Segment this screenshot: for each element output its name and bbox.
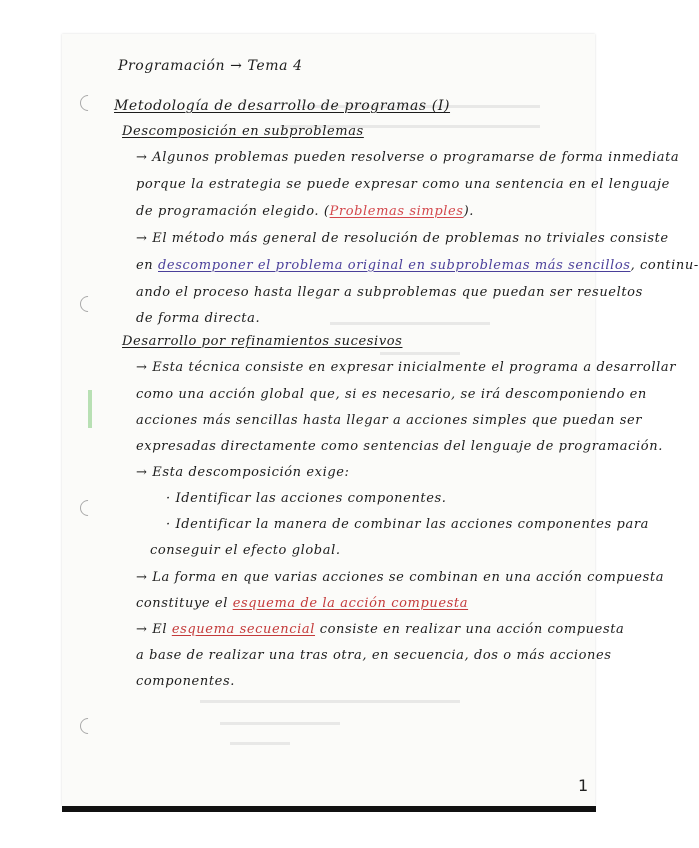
text-line: → Algunos problemas pueden resolverse o programarse de forma inmediata (136, 150, 680, 165)
page-edge (62, 806, 596, 812)
text-segment: consiste en realizar una acción compuesta (315, 622, 625, 637)
highlight-simple-problems: Problemas simples (329, 204, 464, 219)
text-line: porque la estrategia se puede expresar como una sentencia en el lenguaje (136, 177, 670, 192)
subsection-heading: Desarrollo por refinamientos sucesivos (122, 334, 403, 349)
text-line: → El método más general de resolución de problemas no triviales consiste (136, 231, 669, 246)
text-line (136, 622, 624, 637)
bullet-item: · Identificar las acciones componentes. (166, 491, 447, 506)
highlight-decompose: descomponer el problema original en subproblemas más sencillos (158, 258, 631, 273)
text-segment: en (136, 258, 158, 273)
text-line (136, 258, 699, 273)
text-segment: → El (136, 622, 172, 637)
bullet-item: · Identificar la manera de combinar las acciones componentes para (166, 517, 649, 532)
show-through-line (200, 700, 460, 703)
text-line: a base de realizar una tras otra, en secuencia, dos o más acciones (136, 648, 612, 663)
section-title: Metodología de desarrollo de programas (I) (114, 98, 451, 114)
text-line: conseguir el efecto global. (150, 543, 341, 558)
show-through-line (220, 722, 340, 725)
page-number: 1 (578, 776, 589, 795)
show-through-line (330, 322, 490, 325)
text-segment: constituye el (136, 596, 233, 611)
text-line: → Esta técnica consiste en expresar inicialmente el programa a desarrollar (136, 360, 677, 375)
text-line: → La forma en que varias acciones se combinan en una acción compuesta (136, 570, 665, 585)
text-segment: ). (463, 204, 474, 219)
show-through-line (380, 352, 460, 355)
text-line: componentes. (136, 674, 235, 689)
text-line: como una acción global que, si es necesario, se irá descomponiendo en (136, 387, 647, 402)
text-line (136, 204, 474, 219)
text-line: expresadas directamente como sentencias del lenguaje de programación. (136, 439, 663, 454)
text-line: acciones más sencillas hasta llegar a acciones simples que puedan ser (136, 413, 643, 428)
show-through-line (230, 742, 290, 745)
sticky-tab (88, 390, 92, 428)
highlight-compound-scheme: esquema de la acción compuesta (232, 596, 469, 611)
page-header: Programación → Tema 4 (118, 58, 303, 74)
text-segment: , continu- (630, 258, 699, 273)
text-segment: de programación elegido. ( (136, 204, 330, 219)
text-line (136, 596, 468, 611)
text-line: de forma directa. (136, 311, 261, 326)
text-line: ando el proceso hasta llegar a subproblemas que puedan ser resueltos (136, 285, 643, 300)
text-line: → Esta descomposición exige: (136, 465, 350, 480)
subsection-heading: Descomposición en subproblemas (122, 124, 364, 139)
highlight-sequential-scheme: esquema secuencial (171, 622, 316, 637)
